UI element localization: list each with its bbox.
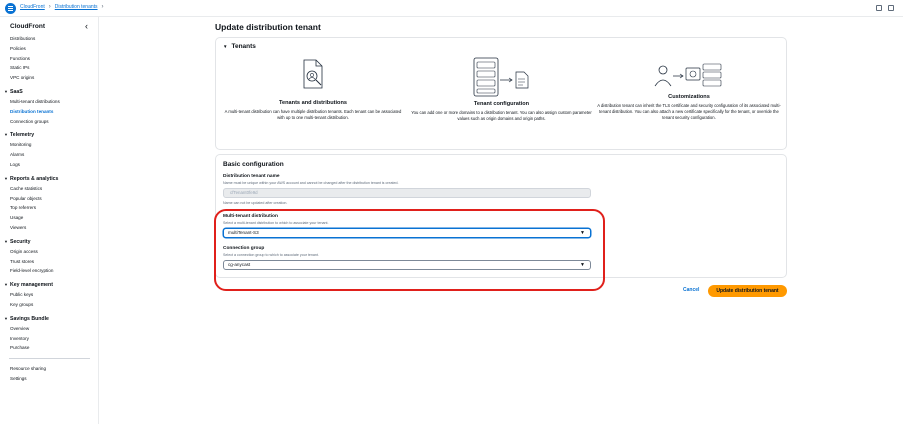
caret-down-icon: ▼ bbox=[223, 44, 228, 49]
sidebar-item-cache-statistics[interactable]: Cache statistics bbox=[10, 185, 43, 191]
sidebar-item-overview[interactable]: Overview bbox=[10, 325, 30, 331]
sidebar bbox=[0, 17, 99, 424]
sidebar-item-distributions[interactable]: Distributions bbox=[10, 36, 36, 41]
feature-title: Tenant configuration bbox=[473, 101, 530, 107]
sidebar-item-origin-access[interactable]: Origin access bbox=[10, 248, 38, 254]
caret-down-icon: ▼ bbox=[4, 175, 8, 181]
caret-down-icon: ▼ bbox=[580, 230, 585, 236]
sidebar-item-vpc-origins[interactable]: VPC origins bbox=[10, 75, 35, 81]
sidebar-section-security[interactable] bbox=[0, 236, 99, 247]
sidebar-item-policies[interactable]: Policies bbox=[10, 45, 26, 51]
caret-down-icon: ▼ bbox=[4, 88, 8, 94]
breadcrumb bbox=[20, 4, 104, 10]
feature-title: Tenants and distributions bbox=[279, 100, 347, 106]
connection-group-description: Select a connection group to which to associate your tenant. bbox=[223, 253, 319, 257]
document-search-icon bbox=[299, 58, 327, 92]
sidebar-item-viewers[interactable]: Viewers bbox=[10, 224, 27, 230]
feature-title: Customizations bbox=[668, 94, 710, 100]
sidebar-item-inventory[interactable]: Inventory bbox=[10, 335, 29, 341]
breadcrumb-cloudfront[interactable]: CloudFront bbox=[20, 4, 45, 10]
sidebar-item-popular-objects[interactable]: Popular objects bbox=[10, 195, 42, 201]
page-title: Update distribution tenant bbox=[215, 22, 321, 32]
caret-down-icon: ▼ bbox=[4, 238, 8, 244]
main-content bbox=[99, 17, 903, 424]
feature-description: You can add one or more domains to a distribution tenant. You can also assign custom parameter values such as origin domains and origin paths. bbox=[411, 110, 592, 121]
connection-group-value: cg-anycast bbox=[228, 262, 251, 267]
info-panel-icon[interactable] bbox=[876, 5, 882, 11]
feature-tenant-configuration bbox=[410, 56, 593, 122]
sidebar-section-label: Savings Bundle bbox=[10, 315, 49, 322]
sidebar-item-resource-sharing[interactable]: Resource sharing bbox=[10, 366, 47, 372]
multi-tenant-label: Multi-tenant distribution bbox=[223, 214, 278, 219]
sidebar-item-key-groups[interactable]: Key groups bbox=[10, 301, 34, 307]
sidebar-item-purchase[interactable]: Purchase bbox=[10, 345, 30, 351]
configuration-icon bbox=[466, 56, 538, 98]
sidebar-item-multi-tenant-distributions[interactable]: Multi-tenant distributions bbox=[10, 98, 60, 104]
annotation-highlight bbox=[214, 209, 605, 291]
sidebar-section-label: Reports & analytics bbox=[10, 175, 59, 182]
caret-down-icon: ▼ bbox=[580, 262, 585, 268]
sidebar-section-label: Telemetry bbox=[10, 132, 35, 139]
sidebar-section-label: SaaS bbox=[10, 88, 23, 95]
caret-down-icon: ▼ bbox=[4, 315, 8, 321]
top-bar bbox=[0, 0, 903, 17]
tenants-heading: Tenants bbox=[231, 43, 256, 50]
sidebar-section-label: Key management bbox=[10, 282, 53, 289]
sidebar-item-distribution-tenants[interactable]: Distribution tenants bbox=[10, 108, 54, 114]
chevron-left-icon[interactable]: ‹ bbox=[85, 21, 88, 31]
chevron-right-icon: › bbox=[101, 4, 104, 10]
cancel-button[interactable]: Cancel bbox=[683, 287, 700, 293]
caret-down-icon: ▼ bbox=[4, 282, 8, 288]
sidebar-item-field-level-encryption[interactable]: Field-level encryption bbox=[10, 268, 54, 274]
sidebar-item-top-referrers[interactable]: Top referrers bbox=[10, 205, 37, 211]
feature-description: A multi-tenant distribution can have multiple distribution tenants. Each tenant can be associated with up to one multi-tenant distribution. bbox=[224, 109, 402, 120]
sidebar-item-public-keys[interactable]: Public keys bbox=[10, 292, 34, 298]
sidebar-section-label: Security bbox=[10, 238, 31, 245]
customization-icon bbox=[653, 62, 725, 90]
multi-tenant-value: multiTenant-S3 bbox=[228, 230, 259, 235]
sidebar-nav bbox=[0, 34, 99, 384]
multi-tenant-description: Select a multi-tenant distribution to which to associate your tenant. bbox=[223, 221, 329, 225]
sidebar-section-savings-bundle[interactable] bbox=[0, 313, 99, 324]
feature-tenants-distributions bbox=[223, 58, 403, 121]
sidebar-section-reports-analytics[interactable] bbox=[0, 173, 99, 184]
menu-icon[interactable] bbox=[5, 3, 16, 14]
tenants-panel bbox=[215, 37, 787, 150]
tenants-panel-toggle[interactable] bbox=[223, 43, 256, 50]
tenant-name-field: cfTenant0fe9d bbox=[223, 188, 591, 198]
sidebar-divider bbox=[9, 358, 90, 359]
sidebar-item-static-ips[interactable]: Static IPs bbox=[10, 65, 30, 71]
connection-group-label: Connection group bbox=[223, 246, 265, 251]
sidebar-section-key-management[interactable] bbox=[0, 279, 99, 290]
sidebar-item-usage[interactable]: Usage bbox=[10, 215, 24, 221]
tenant-name-label: Distribution tenant name bbox=[223, 174, 280, 179]
caret-down-icon: ▼ bbox=[4, 132, 8, 138]
sidebar-section-saas[interactable] bbox=[0, 86, 99, 97]
sidebar-item-logs[interactable]: Logs bbox=[10, 161, 20, 167]
update-distribution-tenant-button[interactable]: Update distribution tenant bbox=[708, 285, 787, 297]
sidebar-item-trust-stores[interactable]: Trust stores bbox=[10, 258, 35, 264]
sidebar-item-alarms[interactable]: Alarms bbox=[10, 152, 25, 158]
feature-description: A distribution tenant can inherit the TLS certificate and security configuration of its associated multi-tenant distribution. You can also attach a new certificate specifically for the tenant, or override the tenant security configuration. bbox=[597, 103, 781, 120]
tenant-name-hint: Name can not be updated after creation. bbox=[223, 201, 288, 205]
basic-configuration-heading: Basic configuration bbox=[223, 161, 284, 168]
feature-customizations bbox=[596, 62, 782, 121]
breadcrumb-distribution-tenants[interactable]: Distribution tenants bbox=[54, 4, 98, 10]
sidebar-item-functions[interactable]: Functions bbox=[10, 55, 30, 61]
sidebar-title: CloudFront bbox=[10, 23, 46, 30]
feedback-icon[interactable] bbox=[888, 5, 894, 11]
chevron-right-icon: › bbox=[48, 4, 51, 10]
sidebar-item-connection-groups[interactable]: Connection groups bbox=[10, 118, 49, 124]
tenant-name-description: Name must be unique within your AWS account and cannot be changed after the distribution tenant is created. bbox=[223, 181, 399, 185]
sidebar-section-telemetry[interactable] bbox=[0, 129, 99, 140]
sidebar-item-settings[interactable]: Settings bbox=[10, 375, 27, 381]
sidebar-item-monitoring[interactable]: Monitoring bbox=[10, 142, 32, 148]
